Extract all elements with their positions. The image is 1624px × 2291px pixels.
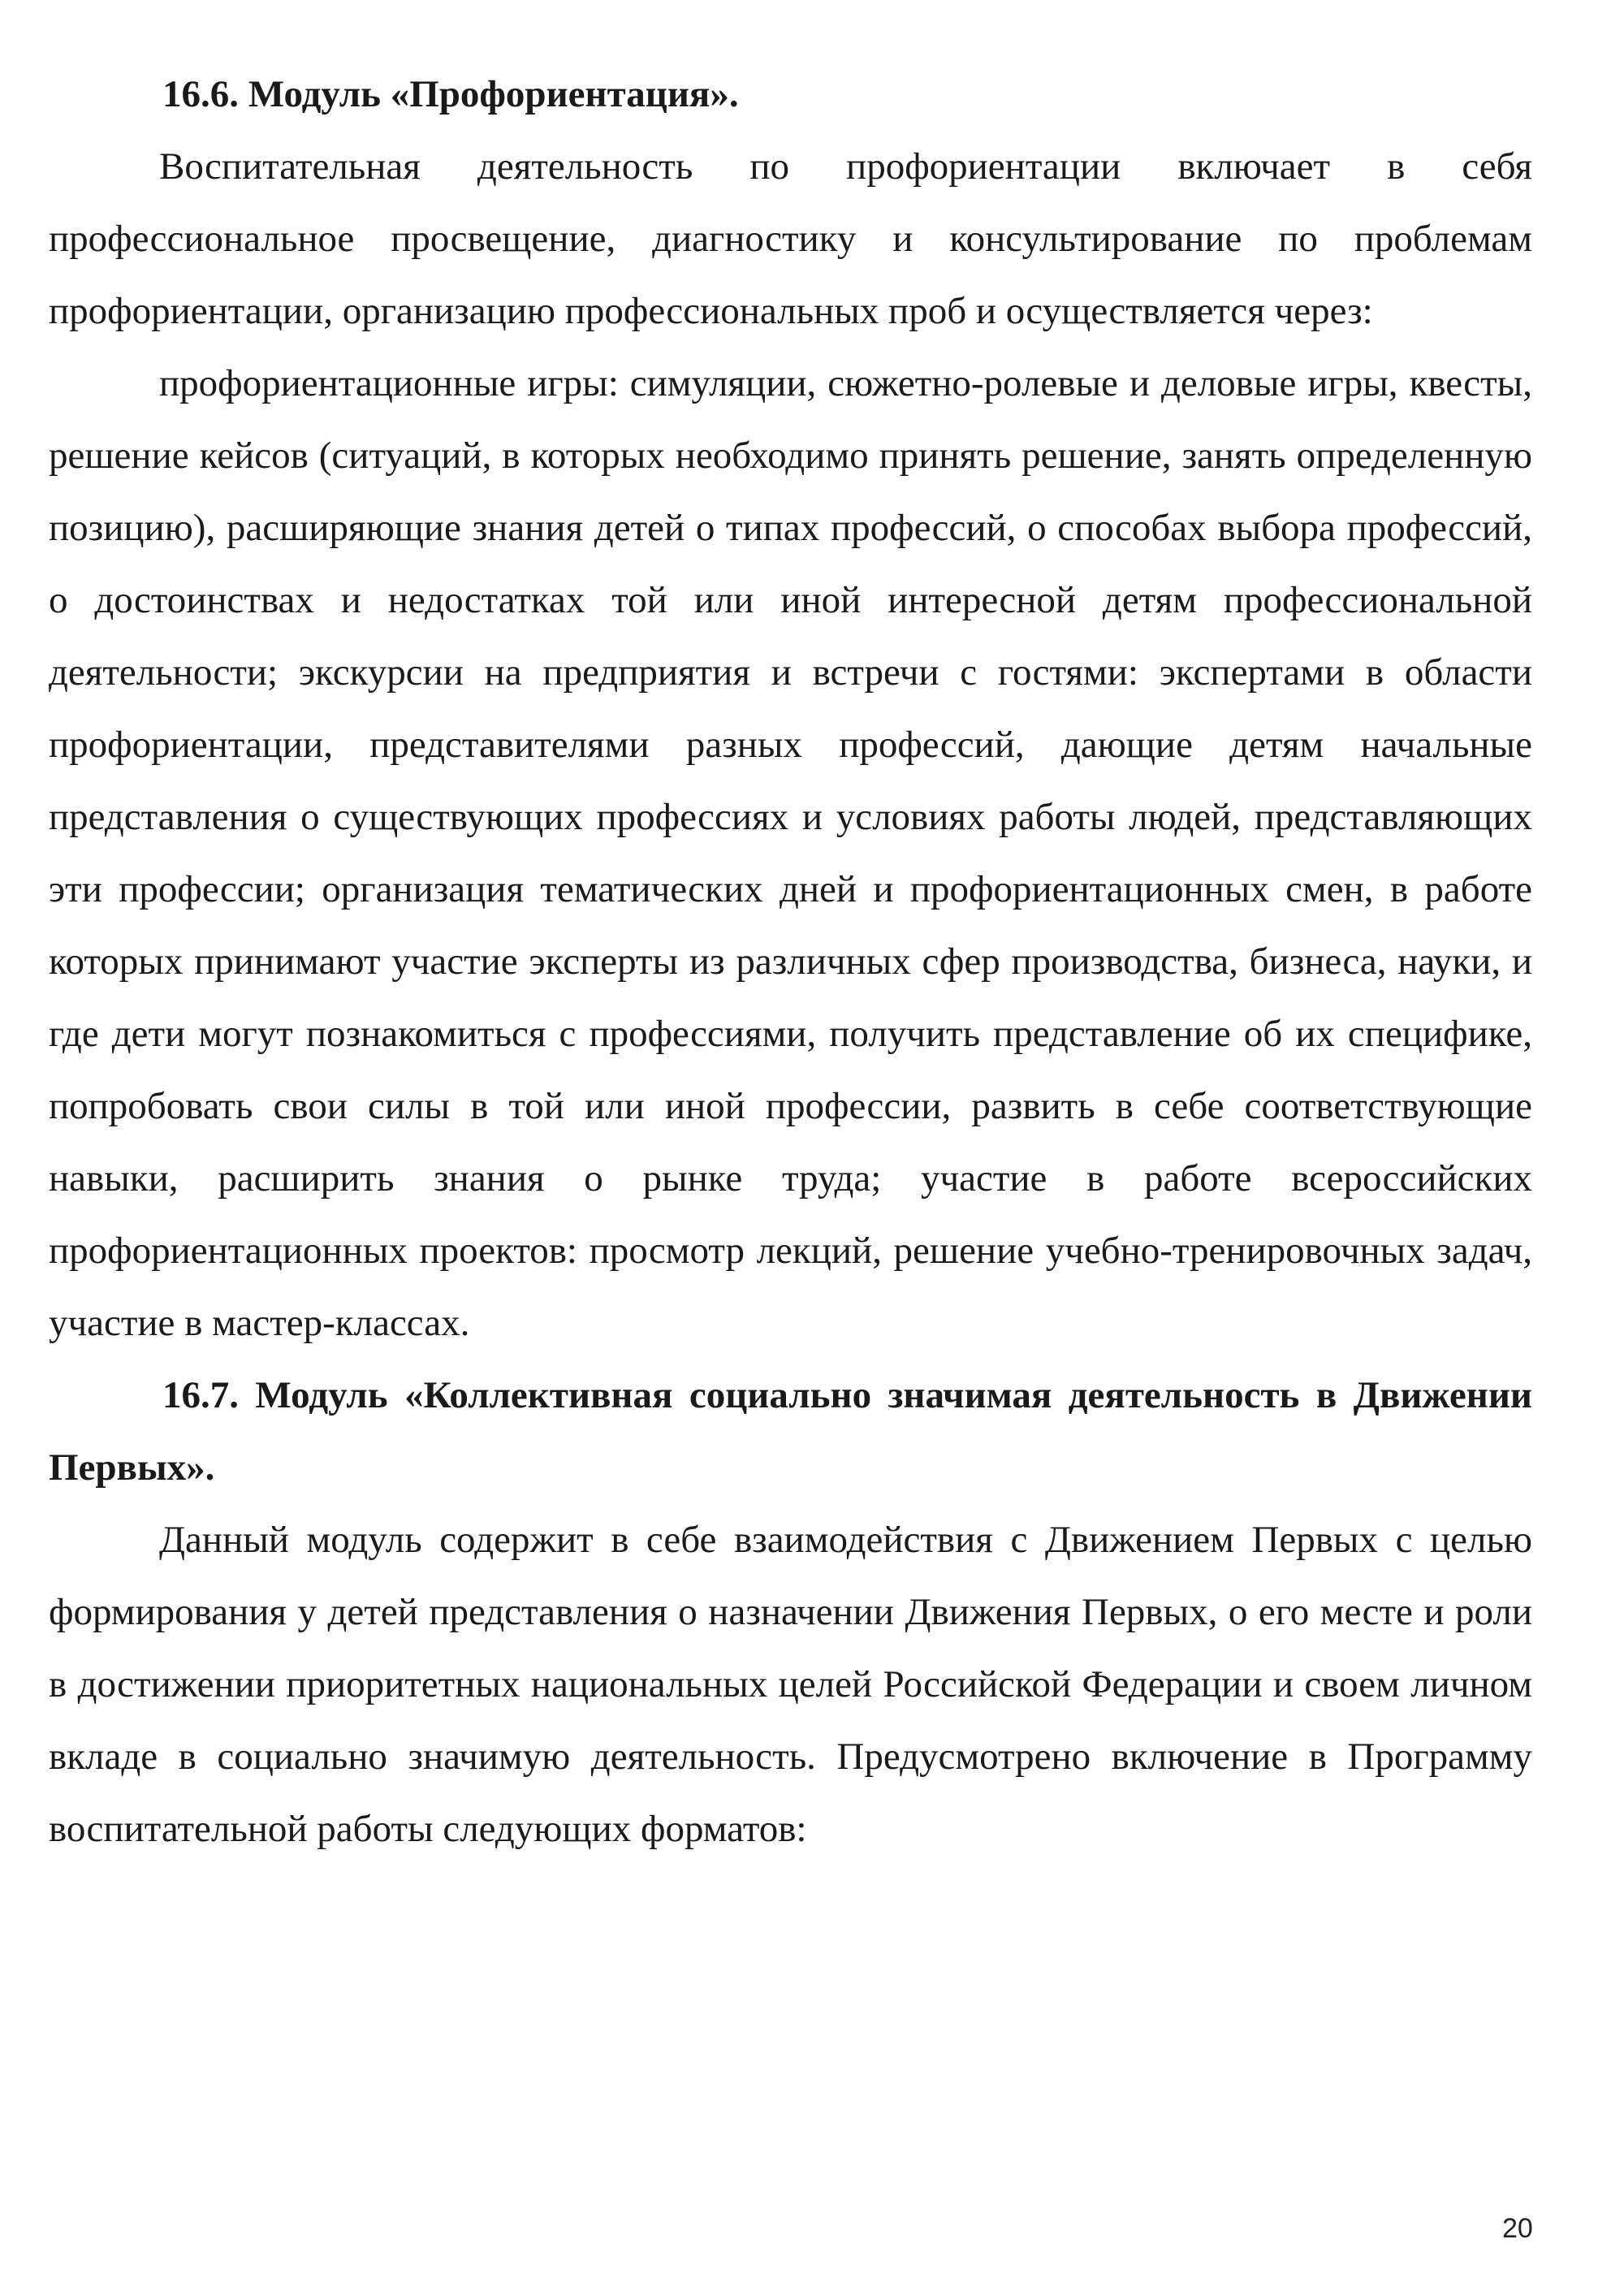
document-page — [49, 58, 1532, 1865]
section-16-7-heading: 16.7. Модуль «Коллективная социально значимая деятельность в Движении Первых». — [49, 1374, 1532, 1489]
page-number: 20 — [1502, 2213, 1533, 2244]
section-16-7-paragraph-1: Данный модуль содержит в себе взаимодействия с Движением Первых с целью формирования у детей представления о назначении Движения Первых, о его месте и роли в достижении приоритетных национальных целей Российской Федерации и своем личном вкладе в социально значимую деятельность. Предусмотрено включение в Программу воспитательной работы следующих форматов: — [49, 1519, 1532, 1850]
section-16-6-paragraph-1: Воспитательная деятельность по профориентации включает в себя профессиональное просвещение, диагностику и консультирование по проблемам профориентации, организацию профессиональных проб и осуществляется через: — [49, 145, 1532, 332]
section-16-6-heading: 16.6. Модуль «Профориентация». — [162, 73, 739, 115]
section-16-6-paragraph-2: профориентационные игры: симуляции, сюжетно-ролевые и деловые игры, квесты, решение кейсов (ситуаций, в которых необходимо принять решение, занять определенную позицию), расширяющие знания детей о типах профессий, о способах выбора профессий, о достоинствах и недостатках той или иной интересной детям профессиональной деятельности; экскурсии на предприятия и встречи с гостями: экспертами в области профориентации, представителями разных профессий, дающие детям начальные представления о существующих профессиях и условиях работы людей, представляющих эти профессии; организация тематических дней и профориентационных смен, в работе которых принимают участие эксперты из различных сфер производства, бизнеса, науки, и где дети могут познакомиться с профессиями, получить представление об их специфике, попробовать свои силы в той или иной профессии, развить в себе соответствующие навыки, расширить знания о рынке труда; участие в работе всероссийских профориентационных проектов: просмотр лекций, решение учебно-тренировочных задач, участие в мастер-классах. — [49, 362, 1532, 1344]
